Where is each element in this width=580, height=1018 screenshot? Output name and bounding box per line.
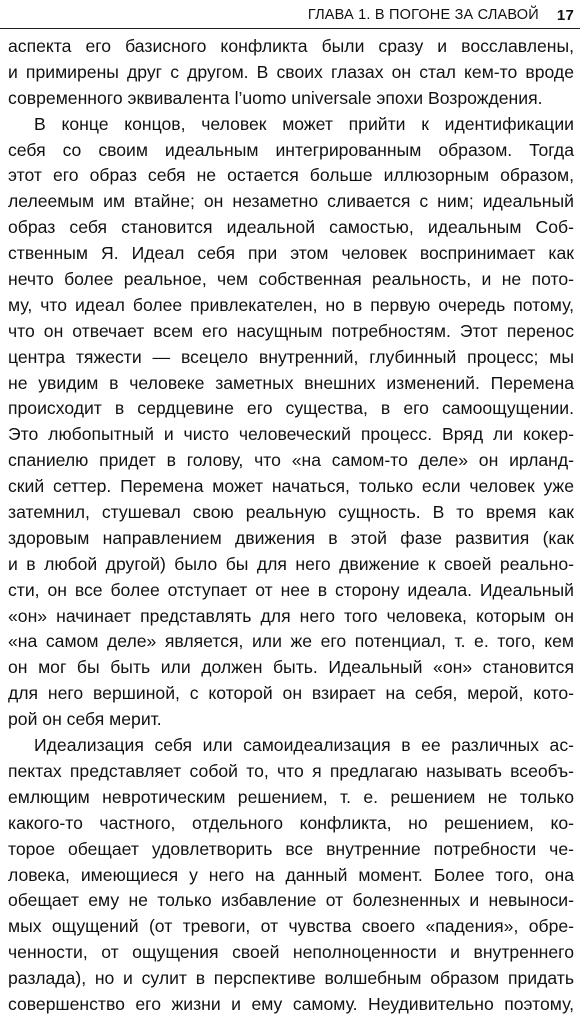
text-line: и в любой другой) было бы для него движение к своей реально- [8, 553, 574, 574]
text-line: лелеемым им втайне; он незаметно сливается с ним; идеальный [8, 191, 574, 212]
text-line: нечто более реальное, чем собственная реальность, и не пото- [8, 269, 574, 290]
text-line: рой он себя мерит. [8, 709, 162, 730]
text-line: аспекта его базисного конфликта были сразу и восславлены, [8, 36, 574, 56]
text-line: Это любопытный и чисто человеческий процесс. Вряд ли кокер- [8, 424, 574, 445]
text-line: Идеализация себя или самоидеализация в ее различных ас- [34, 735, 574, 756]
text-line: затемнил, стушевал свою реальную сущность. В то время как [8, 502, 574, 523]
text-line: ченности, от ощущения своей неполноценности и внутреннего [8, 942, 574, 963]
text-line: образ себя становится идеальной самостью, идеальным Соб- [8, 217, 574, 238]
text-line: себя со своим идеальным интегрированным образом. Тогда [8, 139, 574, 160]
text-line: центра тяжести — всецело внутренний, глубинный процесс; мы [8, 346, 574, 367]
text-line: торое обещает удовлетворить все внутренние потребности че- [8, 838, 574, 859]
text-line: для него вершиной, с которой он взирает на себя, мерой, кото- [8, 683, 574, 704]
text-line: совершенство его жизни и ему самому. Неудивительно поэтому, [8, 993, 574, 1014]
text-line: ственным Я. Идеал себя при этом человек воспринимает как [8, 243, 574, 264]
text-line: разлада), но и сулит в перспективе волшебным образом придать [8, 968, 574, 989]
text-line: современного эквивалента l’uomo universale эпохи Возрождения. [8, 87, 543, 108]
text-line: этот его образ себя не остается больше иллюзорным образом, [8, 165, 574, 186]
text-line: он мог бы быть или должен быть. Идеальный «он» становится [8, 657, 574, 678]
text-line: и примирены друг с другом. В своих глазах он стал кем-то вроде [8, 61, 574, 82]
text-line: ский сеттер. Перемена может начаться, только если человек уже [8, 476, 574, 497]
text-line: обещает ему не только избавление от болезненных и невыноси- [8, 890, 574, 911]
text-line: не увидим в человеке заметных внешних изменений. Перемена [8, 372, 574, 393]
text-line: мых ощущений (от тревоги, от чувства своего «падения», обре- [8, 916, 574, 937]
running-head [308, 4, 574, 26]
text-line: «он» начинает представлять для него того человека, которым он [8, 605, 574, 626]
text-line: «на самом деле» является, или же его потенциал, т. е. того, кем [8, 631, 574, 652]
chapter-title: ГЛАВА 1. В ПОГОНЕ ЗА СЛАВОЙ [307, 7, 539, 23]
text-line: какого-то частного, отдельного конфликта, но решением, ко- [8, 812, 574, 833]
text-line: емлющим невротическим решением, т. е. решением не только [8, 786, 574, 807]
text-line: здоровым направлением движения в этой фазе развития (как [8, 527, 574, 548]
text-line: му, что идеал более привлекателен, но в первую очередь потому, [8, 294, 574, 315]
text-line: происходит в сердцевине его существа, в его самоощущении. [8, 398, 574, 419]
page-number: 17 [556, 6, 574, 24]
header-rule [0, 28, 580, 29]
text-line: ловека, имеющиеся у него на данный момент. Более того, она [8, 864, 574, 885]
text-line: пектах представляет собой то, что я предлагаю называть всеобъ- [8, 760, 574, 781]
text-line: В конце концов, человек может прийти к идентификации [34, 113, 574, 134]
text-line: что он отвечает всем его насущным потребностям. Этот перенос [8, 320, 574, 341]
body-text [8, 34, 574, 1018]
text-line: спаниелю придет в голову, что «на самом-то деле» он ирланд- [8, 450, 574, 471]
text-line: сти, он все более отступает от нее в сторону идеала. Идеальный [8, 579, 574, 600]
